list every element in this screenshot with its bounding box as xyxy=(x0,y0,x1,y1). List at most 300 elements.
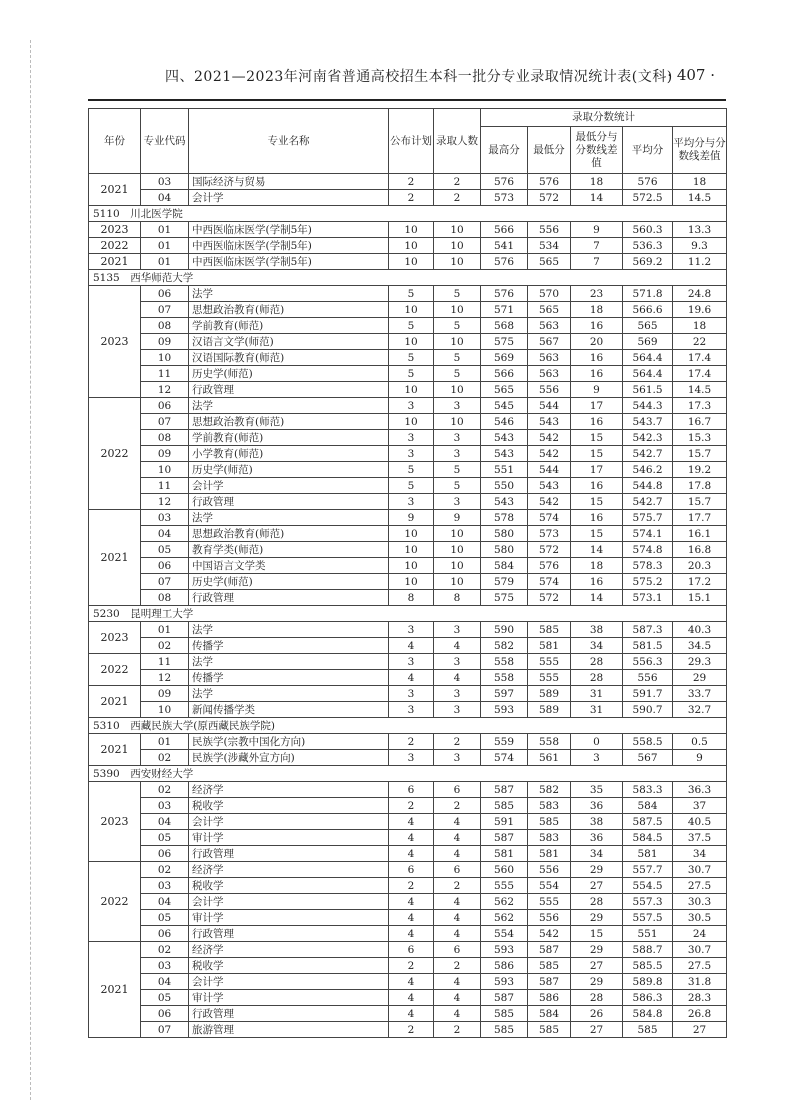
code-cell: 02 xyxy=(141,782,189,798)
page-title: 四、2021—2023年河南省普通高校招生本科一批分专业录取情况统计表(文科) xyxy=(165,69,673,85)
max-cell: 593 xyxy=(481,942,528,958)
code-cell: 04 xyxy=(141,814,189,830)
planned-cell: 4 xyxy=(389,1006,434,1022)
max-cell: 576 xyxy=(481,254,528,270)
avg-cell: 542.3 xyxy=(623,430,673,446)
name-cell: 小学教育(师范) xyxy=(189,446,389,462)
name-cell: 行政管理 xyxy=(189,382,389,398)
table-row xyxy=(89,830,727,846)
planned-cell: 3 xyxy=(389,622,434,638)
max-cell: 590 xyxy=(481,622,528,638)
name-cell: 行政管理 xyxy=(189,1006,389,1022)
table-row xyxy=(89,926,727,942)
table-row xyxy=(89,414,727,430)
name-cell: 税收学 xyxy=(189,878,389,894)
avg_diff-cell: 33.7 xyxy=(673,686,727,702)
table-body xyxy=(89,174,727,1038)
name-cell: 法学 xyxy=(189,622,389,638)
avg_diff-cell: 14.5 xyxy=(673,190,727,206)
min-cell: 561 xyxy=(528,750,571,766)
admitted-cell: 4 xyxy=(434,670,481,686)
min_diff-cell: 36 xyxy=(571,798,623,814)
name-cell: 中国语言文学类 xyxy=(189,558,389,574)
avg_diff-cell: 29 xyxy=(673,670,727,686)
avg_diff-cell: 40.3 xyxy=(673,622,727,638)
min_diff-cell: 27 xyxy=(571,1022,623,1038)
planned-cell: 3 xyxy=(389,686,434,702)
planned-cell: 5 xyxy=(389,478,434,494)
min_diff-cell: 15 xyxy=(571,926,623,942)
max-cell: 575 xyxy=(481,334,528,350)
table-row xyxy=(89,318,727,334)
school-row xyxy=(89,606,727,622)
code-cell: 01 xyxy=(141,734,189,750)
admitted-cell: 6 xyxy=(434,782,481,798)
max-cell: 591 xyxy=(481,814,528,830)
min-cell: 581 xyxy=(528,638,571,654)
min-cell: 576 xyxy=(528,174,571,190)
code-cell: 12 xyxy=(141,670,189,686)
name-cell: 民族学(涉藏外宣方向) xyxy=(189,750,389,766)
avg_diff-cell: 15.7 xyxy=(673,446,727,462)
code-cell: 02 xyxy=(141,750,189,766)
admitted-cell: 3 xyxy=(434,654,481,670)
avg_diff-cell: 19.2 xyxy=(673,462,727,478)
avg_diff-cell: 18 xyxy=(673,174,727,190)
name-cell: 会计学 xyxy=(189,894,389,910)
admitted-cell: 4 xyxy=(434,830,481,846)
admitted-cell: 5 xyxy=(434,462,481,478)
avg-cell: 578.3 xyxy=(623,558,673,574)
name-cell: 法学 xyxy=(189,398,389,414)
max-cell: 573 xyxy=(481,190,528,206)
table-row xyxy=(89,862,727,878)
max-cell: 568 xyxy=(481,318,528,334)
min-cell: 583 xyxy=(528,830,571,846)
table-row xyxy=(89,958,727,974)
planned-cell: 4 xyxy=(389,830,434,846)
table-row xyxy=(89,526,727,542)
max-cell: 541 xyxy=(481,238,528,254)
admitted-cell: 10 xyxy=(434,414,481,430)
table-row xyxy=(89,190,727,206)
planned-cell: 4 xyxy=(389,910,434,926)
code-cell: 05 xyxy=(141,542,189,558)
name-cell: 新闻传播学类 xyxy=(189,702,389,718)
min_diff-cell: 16 xyxy=(571,350,623,366)
max-cell: 554 xyxy=(481,926,528,942)
avg-cell: 584.8 xyxy=(623,1006,673,1022)
min-cell: 572 xyxy=(528,590,571,606)
year-cell: 2022 xyxy=(89,654,141,686)
admitted-cell: 2 xyxy=(434,878,481,894)
max-cell: 587 xyxy=(481,782,528,798)
name-cell: 历史学(师范) xyxy=(189,366,389,382)
max-cell: 545 xyxy=(481,398,528,414)
admitted-cell: 3 xyxy=(434,702,481,718)
table-row xyxy=(89,974,727,990)
avg_diff-cell: 30.7 xyxy=(673,862,727,878)
name-cell: 会计学 xyxy=(189,814,389,830)
min_diff-cell: 7 xyxy=(571,238,623,254)
avg_diff-cell: 0.5 xyxy=(673,734,727,750)
planned-cell: 5 xyxy=(389,366,434,382)
min_diff-cell: 31 xyxy=(571,686,623,702)
code-cell: 03 xyxy=(141,510,189,526)
max-cell: 550 xyxy=(481,478,528,494)
header-name: 专业名称 xyxy=(189,109,389,174)
min_diff-cell: 27 xyxy=(571,878,623,894)
admitted-cell: 10 xyxy=(434,222,481,238)
avg-cell: 574.8 xyxy=(623,542,673,558)
max-cell: 584 xyxy=(481,558,528,574)
code-cell: 12 xyxy=(141,494,189,510)
table-row xyxy=(89,846,727,862)
planned-cell: 4 xyxy=(389,894,434,910)
table-row xyxy=(89,574,727,590)
min_diff-cell: 38 xyxy=(571,814,623,830)
min_diff-cell: 28 xyxy=(571,654,623,670)
max-cell: 586 xyxy=(481,958,528,974)
max-cell: 565 xyxy=(481,382,528,398)
min_diff-cell: 14 xyxy=(571,542,623,558)
min_diff-cell: 34 xyxy=(571,638,623,654)
admitted-cell: 2 xyxy=(434,734,481,750)
avg-cell: 544.3 xyxy=(623,398,673,414)
table-row xyxy=(89,222,727,238)
min_diff-cell: 15 xyxy=(571,430,623,446)
min-cell: 563 xyxy=(528,366,571,382)
avg-cell: 591.7 xyxy=(623,686,673,702)
avg_diff-cell: 28.3 xyxy=(673,990,727,1006)
admitted-cell: 3 xyxy=(434,494,481,510)
admitted-cell: 4 xyxy=(434,990,481,1006)
planned-cell: 5 xyxy=(389,286,434,302)
avg-cell: 558.5 xyxy=(623,734,673,750)
name-cell: 民族学(宗教中国化方向) xyxy=(189,734,389,750)
min_diff-cell: 9 xyxy=(571,382,623,398)
avg-cell: 585 xyxy=(623,1022,673,1038)
avg-cell: 575.2 xyxy=(623,574,673,590)
max-cell: 585 xyxy=(481,798,528,814)
avg_diff-cell: 17.2 xyxy=(673,574,727,590)
name-cell: 法学 xyxy=(189,654,389,670)
school-name: 5390 西安财经大学 xyxy=(89,766,727,782)
avg_diff-cell: 32.7 xyxy=(673,702,727,718)
code-cell: 06 xyxy=(141,1006,189,1022)
code-cell: 06 xyxy=(141,398,189,414)
planned-cell: 4 xyxy=(389,670,434,686)
max-cell: 558 xyxy=(481,654,528,670)
name-cell: 学前教育(师范) xyxy=(189,318,389,334)
max-cell: 585 xyxy=(481,1022,528,1038)
min-cell: 573 xyxy=(528,526,571,542)
planned-cell: 3 xyxy=(389,398,434,414)
table-row xyxy=(89,734,727,750)
min_diff-cell: 16 xyxy=(571,366,623,382)
code-cell: 01 xyxy=(141,254,189,270)
planned-cell: 2 xyxy=(389,734,434,750)
min_diff-cell: 29 xyxy=(571,974,623,990)
avg_diff-cell: 34.5 xyxy=(673,638,727,654)
page-edge-dotted-line xyxy=(30,40,31,1100)
year-cell: 2022 xyxy=(89,238,141,254)
max-cell: 593 xyxy=(481,702,528,718)
max-cell: 582 xyxy=(481,638,528,654)
avg_diff-cell: 26.8 xyxy=(673,1006,727,1022)
name-cell: 行政管理 xyxy=(189,590,389,606)
name-cell: 审计学 xyxy=(189,910,389,926)
school-name: 5230 昆明理工大学 xyxy=(89,606,727,622)
min_diff-cell: 16 xyxy=(571,574,623,590)
table-row xyxy=(89,990,727,1006)
name-cell: 税收学 xyxy=(189,798,389,814)
min-cell: 567 xyxy=(528,334,571,350)
max-cell: 571 xyxy=(481,302,528,318)
avg_diff-cell: 15.7 xyxy=(673,494,727,510)
table-row xyxy=(89,254,727,270)
name-cell: 历史学(师范) xyxy=(189,462,389,478)
code-cell: 02 xyxy=(141,862,189,878)
planned-cell: 6 xyxy=(389,782,434,798)
min-cell: 542 xyxy=(528,446,571,462)
avg-cell: 576 xyxy=(623,174,673,190)
min-cell: 555 xyxy=(528,654,571,670)
planned-cell: 2 xyxy=(389,174,434,190)
min-cell: 556 xyxy=(528,382,571,398)
header-min-diff: 最低分与分数线差值 xyxy=(571,127,623,174)
name-cell: 汉语国际教育(师范) xyxy=(189,350,389,366)
avg_diff-cell: 17.3 xyxy=(673,398,727,414)
max-cell: 576 xyxy=(481,174,528,190)
min_diff-cell: 29 xyxy=(571,910,623,926)
table-row xyxy=(89,686,727,702)
planned-cell: 4 xyxy=(389,974,434,990)
min_diff-cell: 36 xyxy=(571,830,623,846)
avg-cell: 544.8 xyxy=(623,478,673,494)
max-cell: 566 xyxy=(481,366,528,382)
planned-cell: 4 xyxy=(389,814,434,830)
admitted-cell: 2 xyxy=(434,190,481,206)
planned-cell: 10 xyxy=(389,382,434,398)
header-planned: 公布计划 xyxy=(389,109,434,174)
min-cell: 542 xyxy=(528,494,571,510)
table-row xyxy=(89,782,727,798)
name-cell: 经济学 xyxy=(189,862,389,878)
min-cell: 585 xyxy=(528,1022,571,1038)
planned-cell: 10 xyxy=(389,222,434,238)
school-name: 5110 川北医学院 xyxy=(89,206,727,222)
min_diff-cell: 20 xyxy=(571,334,623,350)
min-cell: 572 xyxy=(528,542,571,558)
avg_diff-cell: 31.8 xyxy=(673,974,727,990)
school-name: 5310 西藏民族大学(原西藏民族学院) xyxy=(89,718,727,734)
avg_diff-cell: 34 xyxy=(673,846,727,862)
admitted-cell: 8 xyxy=(434,590,481,606)
name-cell: 汉语言文学(师范) xyxy=(189,334,389,350)
min-cell: 574 xyxy=(528,510,571,526)
code-cell: 12 xyxy=(141,382,189,398)
max-cell: 593 xyxy=(481,974,528,990)
table-row xyxy=(89,174,727,190)
year-cell: 2021 xyxy=(89,942,141,1038)
avg_diff-cell: 30.7 xyxy=(673,942,727,958)
avg-cell: 586.3 xyxy=(623,990,673,1006)
avg_diff-cell: 16.1 xyxy=(673,526,727,542)
admission-score-table xyxy=(88,108,727,1038)
year-cell: 2022 xyxy=(89,862,141,942)
planned-cell: 10 xyxy=(389,302,434,318)
max-cell: 575 xyxy=(481,590,528,606)
planned-cell: 10 xyxy=(389,334,434,350)
name-cell: 行政管理 xyxy=(189,926,389,942)
min-cell: 543 xyxy=(528,414,571,430)
planned-cell: 5 xyxy=(389,462,434,478)
table-row xyxy=(89,542,727,558)
table-row xyxy=(89,510,727,526)
table-row xyxy=(89,398,727,414)
avg-cell: 587.5 xyxy=(623,814,673,830)
code-cell: 09 xyxy=(141,334,189,350)
admitted-cell: 10 xyxy=(434,558,481,574)
avg-cell: 574.1 xyxy=(623,526,673,542)
code-cell: 06 xyxy=(141,846,189,862)
max-cell: 555 xyxy=(481,878,528,894)
avg-cell: 561.5 xyxy=(623,382,673,398)
min_diff-cell: 31 xyxy=(571,702,623,718)
planned-cell: 5 xyxy=(389,318,434,334)
year-cell: 2022 xyxy=(89,398,141,510)
avg_diff-cell: 16.8 xyxy=(673,542,727,558)
min-cell: 572 xyxy=(528,190,571,206)
table-row xyxy=(89,814,727,830)
avg-cell: 542.7 xyxy=(623,494,673,510)
min_diff-cell: 17 xyxy=(571,462,623,478)
code-cell: 04 xyxy=(141,894,189,910)
min_diff-cell: 29 xyxy=(571,942,623,958)
admitted-cell: 5 xyxy=(434,350,481,366)
admitted-cell: 6 xyxy=(434,862,481,878)
admitted-cell: 4 xyxy=(434,638,481,654)
min_diff-cell: 14 xyxy=(571,190,623,206)
avg-cell: 571.8 xyxy=(623,286,673,302)
min_diff-cell: 28 xyxy=(571,894,623,910)
avg-cell: 588.7 xyxy=(623,942,673,958)
header-score-group: 录取分数统计 xyxy=(481,109,727,127)
avg_diff-cell: 11.2 xyxy=(673,254,727,270)
code-cell: 10 xyxy=(141,702,189,718)
planned-cell: 9 xyxy=(389,510,434,526)
name-cell: 中西医临床医学(学制5年) xyxy=(189,238,389,254)
min_diff-cell: 0 xyxy=(571,734,623,750)
admitted-cell: 4 xyxy=(434,814,481,830)
avg_diff-cell: 16.7 xyxy=(673,414,727,430)
avg-cell: 542.7 xyxy=(623,446,673,462)
min-cell: 587 xyxy=(528,974,571,990)
code-cell: 10 xyxy=(141,350,189,366)
min-cell: 556 xyxy=(528,222,571,238)
min-cell: 555 xyxy=(528,670,571,686)
table-row xyxy=(89,430,727,446)
name-cell: 学前教育(师范) xyxy=(189,430,389,446)
table-row xyxy=(89,1022,727,1038)
admitted-cell: 3 xyxy=(434,686,481,702)
min-cell: 558 xyxy=(528,734,571,750)
code-cell: 06 xyxy=(141,558,189,574)
planned-cell: 4 xyxy=(389,846,434,862)
header-code: 专业代码 xyxy=(141,109,189,174)
min_diff-cell: 15 xyxy=(571,526,623,542)
name-cell: 会计学 xyxy=(189,478,389,494)
avg_diff-cell: 37.5 xyxy=(673,830,727,846)
avg-cell: 546.2 xyxy=(623,462,673,478)
name-cell: 中西医临床医学(学制5年) xyxy=(189,254,389,270)
min-cell: 589 xyxy=(528,686,571,702)
max-cell: 543 xyxy=(481,430,528,446)
max-cell: 543 xyxy=(481,446,528,462)
year-cell: 2023 xyxy=(89,622,141,654)
admitted-cell: 3 xyxy=(434,622,481,638)
min_diff-cell: 3 xyxy=(571,750,623,766)
code-cell: 03 xyxy=(141,798,189,814)
avg_diff-cell: 9 xyxy=(673,750,727,766)
header-max: 最高分 xyxy=(481,127,528,174)
planned-cell: 3 xyxy=(389,654,434,670)
code-cell: 05 xyxy=(141,990,189,1006)
name-cell: 中西医临床医学(学制5年) xyxy=(189,222,389,238)
admitted-cell: 10 xyxy=(434,302,481,318)
planned-cell: 10 xyxy=(389,526,434,542)
min-cell: 555 xyxy=(528,894,571,910)
planned-cell: 6 xyxy=(389,862,434,878)
avg_diff-cell: 40.5 xyxy=(673,814,727,830)
code-cell: 07 xyxy=(141,574,189,590)
admitted-cell: 5 xyxy=(434,318,481,334)
code-cell: 01 xyxy=(141,622,189,638)
avg_diff-cell: 15.3 xyxy=(673,430,727,446)
min-cell: 554 xyxy=(528,878,571,894)
max-cell: 560 xyxy=(481,862,528,878)
name-cell: 思想政治教育(师范) xyxy=(189,414,389,430)
admitted-cell: 5 xyxy=(434,366,481,382)
name-cell: 国际经济与贸易 xyxy=(189,174,389,190)
year-cell: 2021 xyxy=(89,510,141,606)
year-cell: 2023 xyxy=(89,286,141,398)
admitted-cell: 6 xyxy=(434,942,481,958)
name-cell: 教育学类(师范) xyxy=(189,542,389,558)
avg_diff-cell: 14.5 xyxy=(673,382,727,398)
avg_diff-cell: 30.3 xyxy=(673,894,727,910)
table-row xyxy=(89,446,727,462)
name-cell: 传播学 xyxy=(189,670,389,686)
planned-cell: 3 xyxy=(389,494,434,510)
avg_diff-cell: 37 xyxy=(673,798,727,814)
max-cell: 546 xyxy=(481,414,528,430)
min-cell: 585 xyxy=(528,814,571,830)
max-cell: 551 xyxy=(481,462,528,478)
avg-cell: 560.3 xyxy=(623,222,673,238)
avg-cell: 590.7 xyxy=(623,702,673,718)
code-cell: 02 xyxy=(141,638,189,654)
code-cell: 04 xyxy=(141,526,189,542)
min-cell: 586 xyxy=(528,990,571,1006)
min_diff-cell: 29 xyxy=(571,862,623,878)
code-cell: 04 xyxy=(141,974,189,990)
admitted-cell: 2 xyxy=(434,798,481,814)
avg-cell: 543.7 xyxy=(623,414,673,430)
avg-cell: 572.5 xyxy=(623,190,673,206)
table-row xyxy=(89,350,727,366)
